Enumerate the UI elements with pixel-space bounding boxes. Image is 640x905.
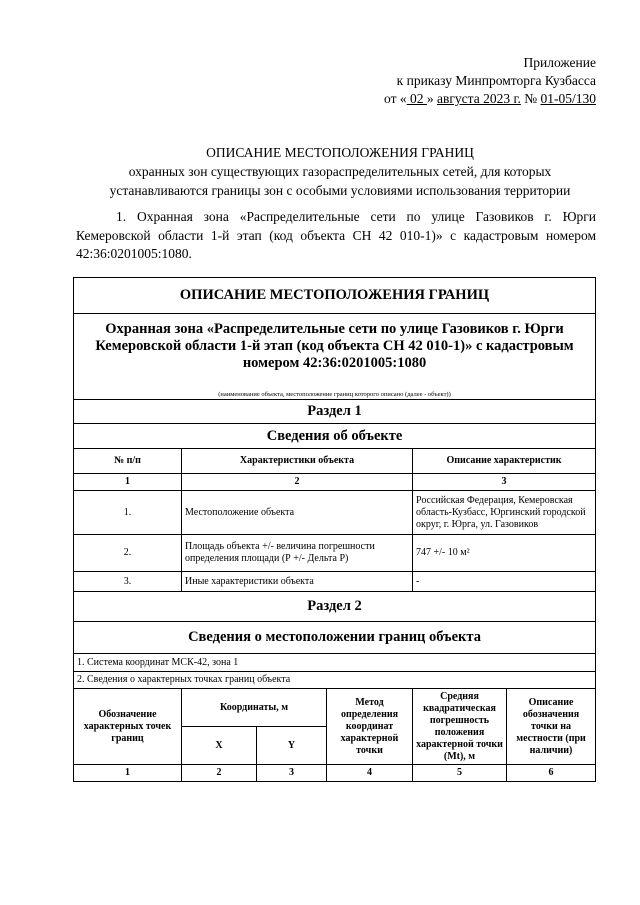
s2-header-designation: Обозначение характерных точек границ bbox=[74, 689, 182, 765]
document-title bbox=[60, 143, 620, 200]
s1-colnum-1: 1 bbox=[74, 474, 182, 491]
s1-row2-num: 2. bbox=[74, 535, 182, 572]
s2-colnum-4: 4 bbox=[327, 765, 413, 782]
document-subtitle-1: охранных зон существующих газораспределительных сетей, для которых bbox=[128, 164, 552, 179]
points-title: 2. Сведения о характерных точках границ объекта bbox=[74, 672, 596, 689]
form-title: ОПИСАНИЕ МЕСТОПОЛОЖЕНИЯ ГРАНИЦ bbox=[74, 278, 596, 314]
s2-header-accuracy: Средняя квадратическая погрешность положения характерной точки (Mt), м bbox=[413, 689, 507, 765]
table-row bbox=[74, 572, 596, 592]
appendix-number: 01-05/130 bbox=[540, 91, 596, 106]
s1-row3-characteristic: Иные характеристики объекта bbox=[182, 572, 413, 592]
section2-heading: Раздел 2 bbox=[74, 592, 596, 622]
boundary-description-table bbox=[73, 277, 596, 782]
appendix-date-mid: » bbox=[426, 91, 438, 106]
table-row bbox=[74, 535, 596, 572]
s1-row1-num: 1. bbox=[74, 491, 182, 535]
s2-colnum-1: 1 bbox=[74, 765, 182, 782]
section1-title: Сведения об объекте bbox=[74, 424, 596, 449]
section1-heading: Раздел 1 bbox=[74, 400, 596, 424]
s1-header-description: Описание характеристик bbox=[413, 449, 596, 474]
s1-row3-num: 3. bbox=[74, 572, 182, 592]
s1-row3-description: - bbox=[413, 572, 596, 592]
s1-colnum-3: 3 bbox=[413, 474, 596, 491]
object-name: Охранная зона «Распределительные сети по улице Газовиков г. Юрги Кемеровской области 1-й этап (код объекта СН 42 010-1)» с кадастровым номером 42:36:0201005:1080 bbox=[74, 314, 596, 380]
s1-row2-description: 747 +/- 10 м² bbox=[413, 535, 596, 572]
appendix-no-label: № bbox=[520, 91, 541, 106]
s1-row2-characteristic: Площадь объекта +/- величина погрешности определения площади (Р +/- Дельта Р) bbox=[182, 535, 413, 572]
s1-header-num: № п/п bbox=[74, 449, 182, 474]
document-subtitle-2: устанавливаются границы зон с особыми условиями использования территории bbox=[109, 183, 571, 198]
coordinate-system: 1. Система координат МСК-42, зона 1 bbox=[74, 654, 596, 672]
s2-header-y: Y bbox=[257, 727, 327, 765]
appendix-month-year: августа 2023 г. bbox=[437, 91, 521, 106]
s2-colnum-2: 2 bbox=[182, 765, 257, 782]
appendix-line3 bbox=[384, 90, 596, 108]
s1-row1-characteristic: Местоположение объекта bbox=[182, 491, 413, 535]
appendix-block bbox=[384, 54, 596, 108]
s2-colnum-3: 3 bbox=[257, 765, 327, 782]
appendix-line2: к приказу Минпромторга Кузбасса bbox=[396, 73, 596, 88]
s1-colnum-2: 2 bbox=[182, 474, 413, 491]
s2-colnum-6: 6 bbox=[507, 765, 596, 782]
s2-header-method: Метод определения координат характерной точки bbox=[327, 689, 413, 765]
s2-header-x: X bbox=[182, 727, 257, 765]
appendix-line1: Приложение bbox=[523, 55, 596, 70]
table-row bbox=[74, 491, 596, 535]
intro-paragraph: 1. Охранная зона «Распределительные сети по улице Газовиков г. Юрги Кемеровской области 1-й этап (код объекта СН 42 010-1)» с кадастровым номером 42:36:0201005:1080. bbox=[76, 209, 596, 261]
s1-row1-description: Российская Федерация, Кемеровская область-Кузбасс, Юргинский городской округ, г. Юрга, ул. Газовиков bbox=[413, 491, 596, 535]
appendix-date-prefix: от « bbox=[384, 91, 407, 106]
appendix-day: 02 bbox=[406, 91, 427, 106]
s2-header-coords: Координаты, м bbox=[182, 689, 327, 727]
s2-colnum-5: 5 bbox=[413, 765, 507, 782]
section2-title: Сведения о местоположении границ объекта bbox=[74, 622, 596, 654]
object-name-caption: (наименование объекта, местоположение границ которого описано (далее - объект)) bbox=[74, 380, 596, 400]
s1-header-characteristic: Характеристики объекта bbox=[182, 449, 413, 474]
document-heading: ОПИСАНИЕ МЕСТОПОЛОЖЕНИЯ ГРАНИЦ bbox=[206, 145, 474, 160]
s2-header-description: Описание обозначения точки на местности (при наличии) bbox=[507, 689, 596, 765]
